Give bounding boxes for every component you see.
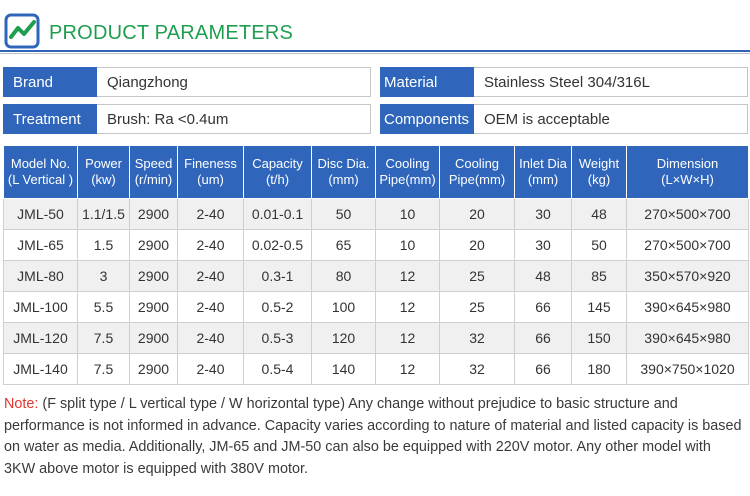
table-cell: 80 (312, 261, 376, 292)
table-cell: 2900 (130, 323, 178, 354)
column-header-title: Model No. (10, 156, 71, 171)
table-cell: 20 (440, 199, 515, 230)
components-label: Components (380, 104, 474, 134)
column-header-title: Speed (134, 156, 173, 171)
column-header (244, 146, 312, 199)
spec-table (3, 145, 749, 385)
table-cell: 1.1/1.5 (78, 199, 130, 230)
material-value: Stainless Steel 304/316L (474, 67, 748, 97)
table-cell: 0.01-0.1 (244, 199, 312, 230)
table-cell: 350×570×920 (627, 261, 749, 292)
table-cell: 0.3-1 (244, 261, 312, 292)
column-header-unit: (L×W×H) (661, 172, 714, 187)
brand-label: Brand (3, 67, 97, 97)
table-cell: 32 (440, 323, 515, 354)
table-cell: 5.5 (78, 292, 130, 323)
column-header (4, 146, 78, 199)
table-cell: 66 (515, 292, 572, 323)
table-cell: 1.5 (78, 230, 130, 261)
table-cell: JML-100 (4, 292, 78, 323)
table-cell: 10 (376, 199, 440, 230)
column-header-unit: (L Vertical ) (7, 172, 74, 187)
table-cell: 85 (572, 261, 627, 292)
column-header (376, 146, 440, 199)
column-header-unit: Pipe(mm) (379, 172, 436, 187)
table-cell: 2-40 (178, 292, 244, 323)
table-cell: 2-40 (178, 199, 244, 230)
column-header (440, 146, 515, 199)
components-value: OEM is acceptable (474, 104, 748, 134)
table-cell: 2900 (130, 261, 178, 292)
table-cell: 0.5-4 (244, 354, 312, 385)
brand-value: Qiangzhong (97, 67, 371, 97)
header-divider-shadow (0, 53, 750, 54)
table-cell: 2900 (130, 199, 178, 230)
note-label: Note: (4, 396, 39, 412)
column-header-title: Disc Dia. (317, 156, 370, 171)
column-header-title: Dimension (656, 156, 719, 171)
treatment-label: Treatment (3, 104, 97, 134)
table-cell: 2900 (130, 354, 178, 385)
table-cell: 270×500×700 (627, 230, 749, 261)
column-header-unit: (kg) (587, 172, 611, 187)
table-cell: 145 (572, 292, 627, 323)
table-row (4, 292, 749, 323)
table-cell: JML-140 (4, 354, 78, 385)
table-row (4, 230, 749, 261)
table-row (4, 323, 749, 354)
table-row (4, 199, 749, 230)
table-cell: 2900 (130, 230, 178, 261)
table-cell: 12 (376, 261, 440, 292)
table-cell: 30 (515, 199, 572, 230)
table-cell: 12 (376, 292, 440, 323)
table-cell: 20 (440, 230, 515, 261)
column-header-unit: (um) (197, 172, 224, 187)
column-header (312, 146, 376, 199)
column-header-title: Fineness (184, 156, 237, 171)
page-title: PRODUCT PARAMETERS (49, 22, 294, 44)
table-cell: 150 (572, 323, 627, 354)
column-header (78, 146, 130, 199)
table-cell: 7.5 (78, 354, 130, 385)
table-cell: 140 (312, 354, 376, 385)
column-header-unit: (t/h) (265, 172, 290, 187)
table-cell: 50 (572, 230, 627, 261)
column-header-title: Cooling (385, 156, 430, 171)
table-cell: 2900 (130, 292, 178, 323)
table-cell: 390×750×1020 (627, 354, 749, 385)
column-header (572, 146, 627, 199)
material-field (380, 67, 748, 97)
table-cell: 48 (572, 199, 627, 230)
column-header (130, 146, 178, 199)
column-header-title: Cooling (454, 156, 500, 171)
table-cell: 32 (440, 354, 515, 385)
product-logo-icon (4, 13, 40, 49)
note-text: (F split type / L vertical type / W horizontal type) Any change without prejudice to basic structure and performance is not informed in advance. Capacity varies according to nature of material and listed capacity is based on water as media. Additionally, JM-65 and JM-50 can also be equipped with 220V motor. Any other model with 3KW above motor is equipped with 380V motor. (4, 396, 742, 477)
note-paragraph (4, 394, 746, 480)
column-header-unit: (mm) (328, 172, 359, 187)
table-cell: 12 (376, 323, 440, 354)
brand-field (3, 67, 371, 97)
table-cell: 7.5 (78, 323, 130, 354)
column-header-title: Inlet Dia (519, 156, 567, 171)
table-cell: 65 (312, 230, 376, 261)
table-cell: 3 (78, 261, 130, 292)
table-cell: 0.5-2 (244, 292, 312, 323)
table-cell: 0.02-0.5 (244, 230, 312, 261)
treatment-value: Brush: Ra <0.4um (97, 104, 371, 134)
column-header (627, 146, 749, 199)
table-cell: JML-65 (4, 230, 78, 261)
table-cell: 2-40 (178, 323, 244, 354)
table-row (4, 354, 749, 385)
table-cell: JML-50 (4, 199, 78, 230)
table-cell: 2-40 (178, 230, 244, 261)
table-cell: 270×500×700 (627, 199, 749, 230)
table-cell: JML-80 (4, 261, 78, 292)
column-header-title: Capacity (252, 156, 303, 171)
column-header-unit: (kw) (91, 172, 116, 187)
components-field (380, 104, 748, 134)
table-cell: 66 (515, 354, 572, 385)
column-header-unit: (mm) (527, 172, 559, 187)
table-row (4, 261, 749, 292)
section-header (0, 0, 750, 56)
table-cell: 390×645×980 (627, 323, 749, 354)
table-cell: 50 (312, 199, 376, 230)
column-header (515, 146, 572, 199)
column-header-title: Weight (578, 156, 620, 171)
table-cell: 66 (515, 323, 572, 354)
table-cell: 180 (572, 354, 627, 385)
column-header-unit: (r/min) (134, 172, 173, 187)
table-header-row (4, 146, 749, 199)
column-header-unit: Pipe(mm) (448, 172, 506, 187)
material-label: Material (380, 67, 474, 97)
table-cell: 25 (440, 261, 515, 292)
table-cell: 12 (376, 354, 440, 385)
table-cell: 100 (312, 292, 376, 323)
header-divider (0, 50, 750, 52)
table-cell: 120 (312, 323, 376, 354)
table-cell: 48 (515, 261, 572, 292)
table-cell: 2-40 (178, 354, 244, 385)
table-cell: 10 (376, 230, 440, 261)
table-cell: JML-120 (4, 323, 78, 354)
column-header (178, 146, 244, 199)
column-header-title: Power (85, 156, 122, 171)
table-cell: 25 (440, 292, 515, 323)
table-cell: 2-40 (178, 261, 244, 292)
treatment-field (3, 104, 371, 134)
table-cell: 0.5-3 (244, 323, 312, 354)
table-cell: 390×645×980 (627, 292, 749, 323)
table-cell: 30 (515, 230, 572, 261)
